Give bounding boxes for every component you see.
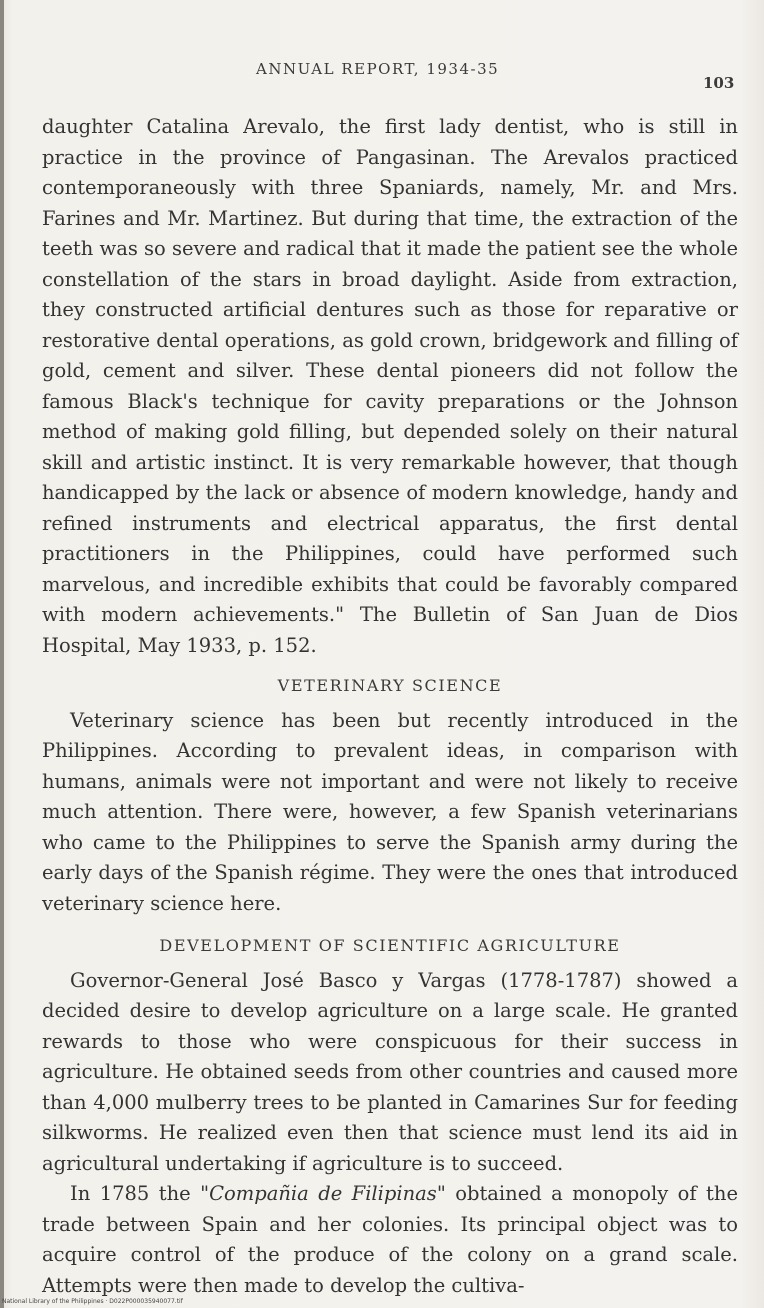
paragraph-compania xyxy=(42,1179,738,1301)
paragraph-compania-end: obtained a monopoly of the trade between Spain and her colonies. Its principal object was to acquire control of the produce of the colony on a grand scale. Attempts were then made to develop the cultiva- xyxy=(42,1182,738,1297)
archive-stamp: National Library of the Philippines · D022P000035940077.tif xyxy=(2,1298,183,1305)
heading-scientific-agriculture: DEVELOPMENT OF SCIENTIFIC AGRICULTURE xyxy=(159,936,621,955)
paragraph-agriculture: Governor-General José Basco y Vargas (1778-1787) showed a decided desire to develop agriculture on a large scale. He granted rewards to those who were conspicuous for their success in agriculture. He obtained seeds from other countries and caused more than 4,000 mulberry trees to be planted in Camarines Sur for feeding silkworms. He realized even then that science must lend its aid in agricultural undertaking if agriculture is to succeed. xyxy=(42,968,738,1175)
paragraph-compania-start: In 1785 the xyxy=(70,1182,201,1205)
paragraph-veterinary: Veterinary science has been but recently introduced in the Philippines. According to prevalent ideas, in comparison with humans, animals were not important and were not likely to receive much attention. There were, however, a few Spanish veterinarians who came to the Philippines to serve the Spanish army during the early days of the Spanish régime. They were the ones that introduced veterinary science here. xyxy=(42,708,738,915)
heading-veterinary-science: VETERINARY SCIENCE xyxy=(277,676,503,695)
body-text xyxy=(42,112,738,1301)
page-number: 103 xyxy=(703,74,735,92)
running-title: ANNUAL REPORT, 1934-35 xyxy=(256,60,500,78)
compania-name: "Compañia de Filipinas" xyxy=(200,1182,446,1205)
paragraph-dentistry: daughter Catalina Arevalo, the first lady dentist, who is still in practice in the province of Pangasinan. The Arevalos practiced contemporaneously with three Spaniards, namely, Mr. and Mrs. Farines and Mr. Martinez. But during that time, the extraction of the teeth was so severe and radical that it made the patient see the whole constellation of the stars in broad daylight. Aside from extraction, they constructed artificial dentures such as those for reparative or restorative dental operations, as gold crown, bridgework and filling of gold, cement and silver. These dental pioneers did not follow the famous Black's technique for cavity preparations or the Johnson method of making gold filling, but depended solely on their natural skill and artistic instinct. It is very remarkable however, that though handicapped by the lack or absence of modern knowledge, handy and refined instruments and electrical apparatus, the first dental practitioners in the Philippines, could have performed such marvelous, and incredible exhibits that could be favorably compared with modern achievements." The Bulletin of San Juan de Dios Hospital, May 1933, p. 152. xyxy=(42,115,738,657)
page-edge xyxy=(0,0,4,1308)
